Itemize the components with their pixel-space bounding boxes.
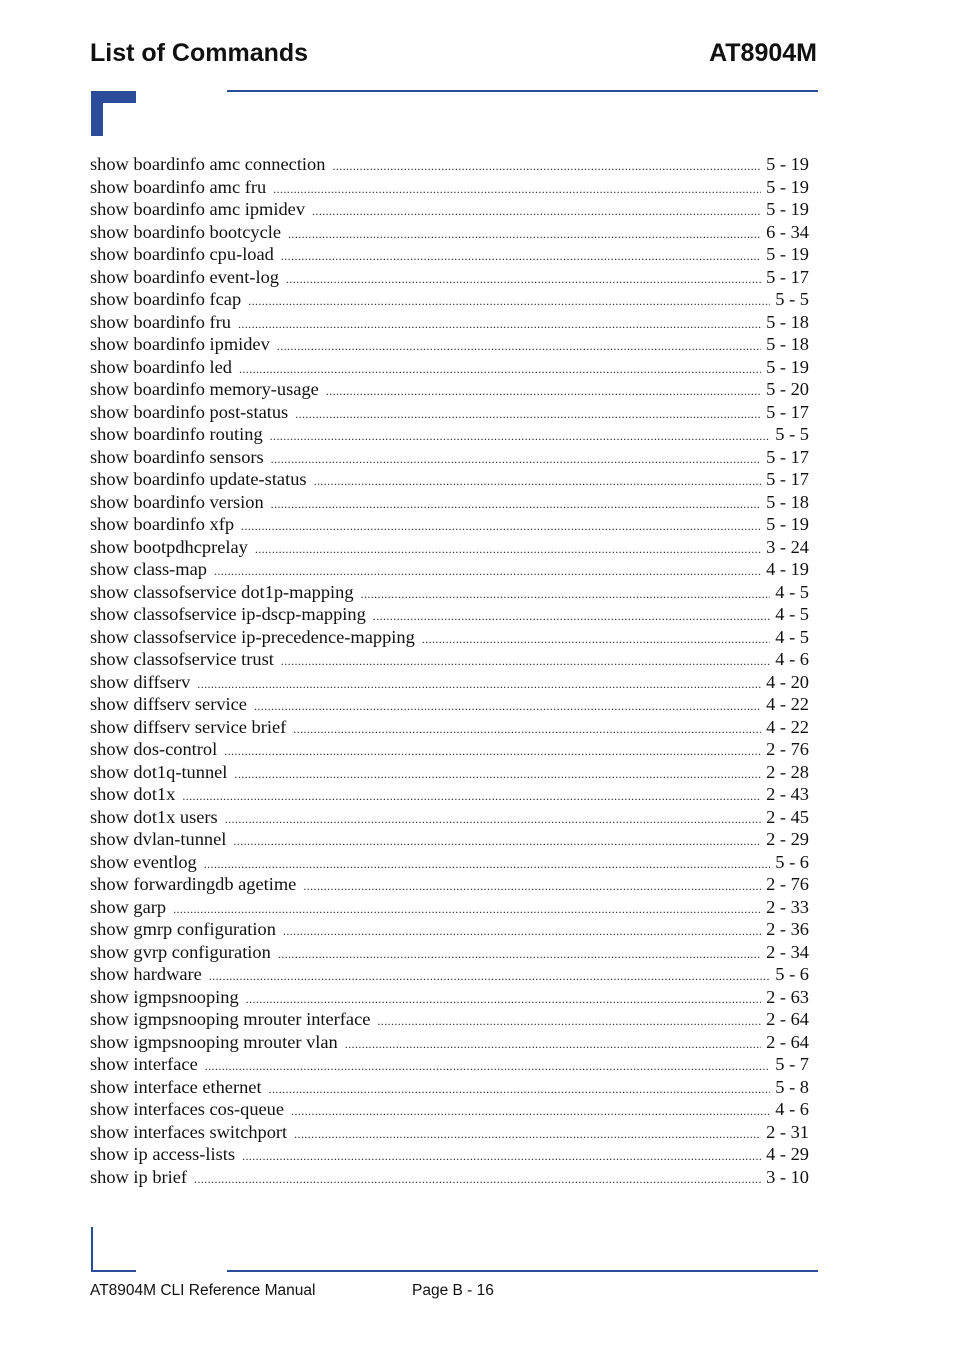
entry-page-ref: 2 - 31 <box>766 1121 809 1142</box>
dot-leader <box>278 943 761 964</box>
dot-leader <box>288 223 761 244</box>
section-title: List of Commands <box>90 39 309 67</box>
dot-leader <box>225 808 761 829</box>
entry-command: show ip brief <box>90 1166 188 1187</box>
index-entry <box>90 671 809 694</box>
index-entry <box>90 896 809 919</box>
entry-command: show dvlan-tunnel <box>90 829 227 849</box>
index-entry <box>90 738 809 761</box>
entry-command: show igmpsnooping mrouter interface <box>90 1009 371 1029</box>
dot-leader <box>283 920 761 941</box>
index-entry <box>90 356 809 379</box>
dot-leader <box>246 988 761 1009</box>
dot-leader <box>214 560 761 581</box>
entry-command: show boardinfo fcap <box>90 289 242 309</box>
entry-page-ref: 5 - 17 <box>766 469 809 489</box>
dot-leader <box>361 583 771 604</box>
index-entry <box>90 716 809 739</box>
entry-command: show boardinfo routing <box>90 424 263 444</box>
footer-corner-vertical <box>91 1227 93 1272</box>
entry-page-ref: 5 - 5 <box>775 424 809 444</box>
dot-leader <box>238 313 761 334</box>
index-entry <box>90 648 809 671</box>
dot-leader <box>233 830 761 851</box>
footer-rule <box>227 1270 818 1272</box>
entry-command: show boardinfo post-status <box>90 401 289 422</box>
index-entry <box>90 1076 809 1099</box>
dot-leader <box>173 898 761 919</box>
index-entry <box>90 783 809 806</box>
entry-command: show dot1x <box>90 784 176 804</box>
dot-leader <box>224 740 761 761</box>
dot-leader <box>269 1078 771 1099</box>
entry-command: show boardinfo memory-usage <box>90 379 319 399</box>
entry-command: show boardinfo update-status <box>90 469 307 489</box>
entry-command: show garp <box>90 896 167 917</box>
entry-page-ref: 2 - 45 <box>766 806 809 827</box>
entry-page-ref: 5 - 17 <box>766 446 809 467</box>
entry-page-ref: 4 - 5 <box>775 581 809 602</box>
entry-page-ref: 4 - 5 <box>775 626 809 647</box>
dot-leader <box>291 1100 770 1121</box>
index-entry <box>90 311 809 334</box>
index-entry <box>90 446 809 469</box>
entry-page-ref: 2 - 43 <box>766 784 809 804</box>
dot-leader <box>281 245 761 266</box>
entry-command: show boardinfo amc fru <box>90 176 267 197</box>
index-entry <box>90 378 809 401</box>
entry-page-ref: 2 - 76 <box>766 874 809 894</box>
dot-leader <box>205 1055 771 1076</box>
command-index-list <box>90 153 809 1188</box>
index-entry <box>90 288 809 311</box>
entry-command: show ip access-lists <box>90 1144 236 1164</box>
manual-title: AT8904M CLI Reference Manual <box>90 1282 316 1299</box>
entry-command: show boardinfo cpu-load <box>90 244 274 264</box>
entry-command: show interface <box>90 1054 198 1074</box>
entry-page-ref: 2 - 29 <box>766 829 809 849</box>
entry-command: show class-map <box>90 559 207 579</box>
dot-leader <box>194 1168 761 1189</box>
entry-page-ref: 4 - 6 <box>775 1099 809 1119</box>
dot-leader <box>373 605 770 626</box>
entry-page-ref: 5 - 19 <box>766 176 809 197</box>
entry-page-ref: 3 - 10 <box>766 1166 809 1187</box>
dot-leader <box>248 290 770 311</box>
index-entry <box>90 806 809 829</box>
index-entry <box>90 1166 809 1189</box>
dot-leader <box>326 380 761 401</box>
entry-command: show boardinfo version <box>90 491 264 512</box>
index-entry <box>90 1121 809 1144</box>
index-entry <box>90 1098 809 1121</box>
index-entry <box>90 153 809 176</box>
entry-command: show igmpsnooping <box>90 986 239 1007</box>
entry-page-ref: 2 - 64 <box>766 1031 809 1052</box>
index-entry <box>90 918 809 941</box>
entry-command: show boardinfo ipmidev <box>90 334 270 354</box>
footer-corner-horizontal <box>91 1270 136 1272</box>
entry-page-ref: 2 - 36 <box>766 919 809 939</box>
entry-page-ref: 5 - 7 <box>775 1054 809 1074</box>
entry-command: show dos-control <box>90 739 218 759</box>
entry-command: show hardware <box>90 964 202 984</box>
index-entry <box>90 963 809 986</box>
index-entry <box>90 873 809 896</box>
index-entry <box>90 1053 809 1076</box>
entry-page-ref: 5 - 6 <box>775 851 809 872</box>
entry-command: show classofservice ip-precedence-mapping <box>90 626 415 647</box>
entry-command: show classofservice ip-dscp-mapping <box>90 604 366 624</box>
dot-leader <box>286 268 761 289</box>
entry-page-ref: 2 - 64 <box>766 1009 809 1029</box>
entry-command: show boardinfo amc connection <box>90 154 326 174</box>
entry-page-ref: 2 - 76 <box>766 739 809 759</box>
entry-command: show classofservice dot1p-mapping <box>90 581 354 602</box>
index-entry <box>90 626 809 649</box>
index-entry <box>90 558 809 581</box>
index-entry <box>90 333 809 356</box>
entry-page-ref: 5 - 20 <box>766 379 809 399</box>
dot-leader <box>239 358 761 379</box>
dot-leader <box>241 515 761 536</box>
entry-page-ref: 5 - 17 <box>766 266 809 287</box>
dot-leader <box>197 673 761 694</box>
entry-command: show gmrp configuration <box>90 919 276 939</box>
entry-page-ref: 5 - 18 <box>766 491 809 512</box>
entry-page-ref: 4 - 20 <box>766 671 809 692</box>
dot-leader <box>345 1033 761 1054</box>
dot-leader <box>281 650 770 671</box>
entry-command: show boardinfo xfp <box>90 514 235 534</box>
entry-page-ref: 5 - 17 <box>766 401 809 422</box>
dot-leader <box>303 875 761 896</box>
index-entry <box>90 603 809 626</box>
index-entry <box>90 198 809 221</box>
header-rule <box>227 90 818 92</box>
index-entry <box>90 693 809 716</box>
index-entry <box>90 1143 809 1166</box>
entry-command: show bootpdhcprelay <box>90 536 248 557</box>
index-entry <box>90 243 809 266</box>
index-entry <box>90 986 809 1009</box>
entry-command: show diffserv <box>90 671 191 692</box>
index-entry <box>90 941 809 964</box>
dot-leader <box>255 538 761 559</box>
product-name: AT8904M <box>709 39 817 67</box>
index-entry <box>90 266 809 289</box>
entry-command: show interfaces switchport <box>90 1121 288 1142</box>
entry-page-ref: 5 - 8 <box>775 1076 809 1097</box>
dot-leader <box>294 1123 761 1144</box>
dot-leader <box>314 470 762 491</box>
entry-command: show eventlog <box>90 851 197 872</box>
entry-command: show dot1q-tunnel <box>90 761 228 782</box>
index-entry <box>90 468 809 491</box>
dot-leader <box>271 493 761 514</box>
entry-page-ref: 5 - 19 <box>766 514 809 534</box>
entry-page-ref: 4 - 29 <box>766 1144 809 1164</box>
entry-page-ref: 2 - 33 <box>766 896 809 917</box>
entry-page-ref: 4 - 6 <box>775 649 809 669</box>
index-entry <box>90 828 809 851</box>
entry-page-ref: 5 - 5 <box>775 289 809 309</box>
dot-leader <box>270 425 771 446</box>
dot-leader <box>422 628 771 649</box>
dot-leader <box>204 853 771 874</box>
index-entry <box>90 1031 809 1054</box>
dot-leader <box>271 448 761 469</box>
index-entry <box>90 761 809 784</box>
dot-leader <box>295 403 761 424</box>
dot-leader <box>277 335 761 356</box>
entry-page-ref: 5 - 19 <box>766 244 809 264</box>
entry-page-ref: 4 - 22 <box>766 716 809 737</box>
index-entry <box>90 176 809 199</box>
dot-leader <box>254 695 761 716</box>
entry-command: show boardinfo fru <box>90 311 231 332</box>
entry-command: show interface ethernet <box>90 1076 262 1097</box>
entry-page-ref: 4 - 19 <box>766 559 809 579</box>
entry-page-ref: 2 - 28 <box>766 761 809 782</box>
index-entry <box>90 851 809 874</box>
index-entry <box>90 536 809 559</box>
corner-mark-vertical <box>91 91 103 136</box>
dot-leader <box>182 785 761 806</box>
entry-command: show diffserv service <box>90 694 247 714</box>
entry-command: show igmpsnooping mrouter vlan <box>90 1031 338 1052</box>
entry-command: show boardinfo led <box>90 356 232 377</box>
entry-command: show boardinfo event-log <box>90 266 279 287</box>
entry-page-ref: 2 - 63 <box>766 986 809 1007</box>
dot-leader <box>293 718 761 739</box>
entry-page-ref: 5 - 18 <box>766 334 809 354</box>
entry-command: show dot1x users <box>90 806 218 827</box>
entry-page-ref: 5 - 19 <box>766 199 809 219</box>
entry-command: show boardinfo sensors <box>90 446 264 467</box>
entry-page-ref: 5 - 18 <box>766 311 809 332</box>
dot-leader <box>234 763 761 784</box>
page-number: Page B - 16 <box>412 1282 494 1299</box>
entry-command: show forwardingdb agetime <box>90 874 297 894</box>
index-entry <box>90 423 809 446</box>
entry-command: show gvrp configuration <box>90 941 271 962</box>
entry-page-ref: 5 - 19 <box>766 356 809 377</box>
dot-leader <box>242 1145 761 1166</box>
dot-leader <box>209 965 770 986</box>
dot-leader <box>273 178 761 199</box>
entry-command: show classofservice trust <box>90 649 274 669</box>
dot-leader <box>332 155 761 176</box>
entry-page-ref: 5 - 6 <box>775 964 809 984</box>
index-entry <box>90 581 809 604</box>
entry-page-ref: 2 - 34 <box>766 941 809 962</box>
index-entry <box>90 401 809 424</box>
entry-command: show boardinfo bootcycle <box>90 221 282 242</box>
index-entry <box>90 491 809 514</box>
entry-page-ref: 6 - 34 <box>766 221 809 242</box>
entry-command: show boardinfo amc ipmidev <box>90 199 306 219</box>
dot-leader <box>312 200 761 221</box>
dot-leader <box>377 1010 761 1031</box>
index-entry <box>90 1008 809 1031</box>
entry-page-ref: 5 - 19 <box>766 154 809 174</box>
entry-command: show interfaces cos-queue <box>90 1099 285 1119</box>
index-entry <box>90 513 809 536</box>
entry-page-ref: 3 - 24 <box>766 536 809 557</box>
index-entry <box>90 221 809 244</box>
entry-page-ref: 4 - 5 <box>775 604 809 624</box>
entry-command: show diffserv service brief <box>90 716 287 737</box>
entry-page-ref: 4 - 22 <box>766 694 809 714</box>
